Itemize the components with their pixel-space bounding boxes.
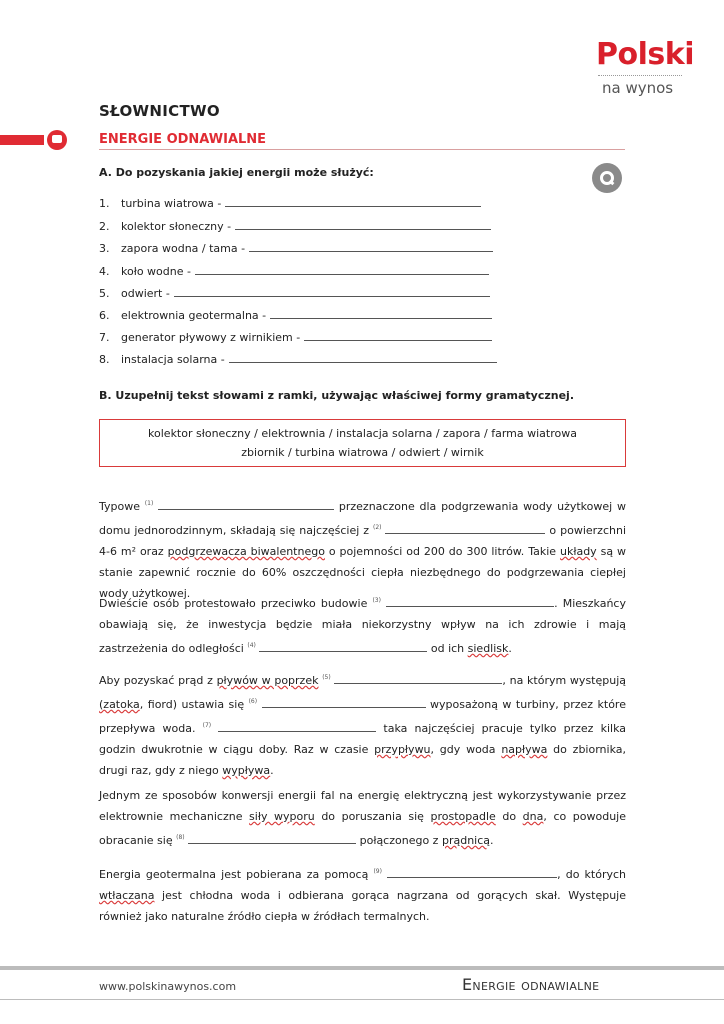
answer-line[interactable] xyxy=(229,362,497,363)
list-item: 2. kolektor słoneczny - xyxy=(99,217,491,233)
gap-3[interactable] xyxy=(386,596,554,607)
logo xyxy=(596,37,694,100)
list-item: 6. elektrownia geotermalna - xyxy=(99,306,492,322)
topic-bar xyxy=(0,130,625,150)
list-item: 7. generator pływowy z wirnikiem - xyxy=(99,328,492,344)
word-box xyxy=(99,419,626,467)
answer-line[interactable] xyxy=(235,229,491,230)
section-title: SŁOWNICTWO xyxy=(99,102,220,120)
paragraph-3: Aby pozyskać prąd z pływów w poprzek $^{(5)}$ , na którym występują (zatoka, fiord) ustawia się $^{(6)}$ wyposażoną w turbiny, przez które przepływa woda. $^{(7)}$ taka najczęściej pracuje tylko przez kilka godzin dwukrotnie w ciągu doby. Raz w czasie przypływu, gdy woda napływa do zbiornika, drugi raz, gdy z niego wypływa. xyxy=(99,674,627,777)
gap-9[interactable] xyxy=(387,867,557,878)
footer-bar xyxy=(0,966,724,970)
list-item: 8. instalacja solarna - xyxy=(99,350,497,366)
search-icon xyxy=(592,163,622,193)
gap-2[interactable] xyxy=(385,523,545,534)
gap-7[interactable] xyxy=(218,721,376,732)
gap-6[interactable] xyxy=(262,697,426,708)
topic-label: ENERGIE ODNAWIALNE xyxy=(99,132,267,147)
answer-line[interactable] xyxy=(225,206,481,207)
answer-line[interactable] xyxy=(195,274,489,275)
answer-line[interactable] xyxy=(249,251,493,252)
word-box-line-1: kolektor słoneczny / elektrownia / instalacja solarna / zapora / farma wiatrowa xyxy=(148,427,577,440)
paragraph-4: Jednym ze sposobów konwersji energii fal na energię elektryczną jest wykorzystywanie przez elektrownie mechaniczne siły wyporu do poruszania się prostopadle do dna, co powoduje obracanie się $^{(8)}$ połączonego z prądnicą. xyxy=(99,789,626,847)
logo-divider xyxy=(598,75,682,76)
list-item: 1. turbina wiatrowa - xyxy=(99,194,481,210)
answer-line[interactable] xyxy=(174,296,490,297)
footer-bottom-rule xyxy=(0,999,724,1000)
footer-title: Energie odnawialne xyxy=(462,975,600,994)
gap-4[interactable] xyxy=(259,641,427,652)
gap-5[interactable] xyxy=(334,673,502,684)
topic-strip xyxy=(0,135,44,145)
paragraph-2: Dwieście osób protestowało przeciwko budowie $^{(3)}$ . Mieszkańcy obawiają się, że inwestycja będzie miała niekorzystny wpływ na ich zdrowie i mają zastrzeżenia do odległości $^{(4)}$ od ich siedlisk. xyxy=(99,597,626,655)
footer xyxy=(0,966,724,1000)
speech-bubble-icon xyxy=(52,135,62,143)
logo-subtitle: na wynos xyxy=(602,79,674,97)
part-b-heading: B. Uzupełnij tekst słowami z ramki, używając właściwej formy gramatycznej. xyxy=(99,389,575,402)
gap-1[interactable] xyxy=(158,499,334,510)
list-item: 3. zapora wodna / tama - xyxy=(99,239,493,255)
footer-url[interactable]: www.polskinawynos.com xyxy=(99,980,237,993)
logo-brand: Polski xyxy=(596,37,694,72)
part-a-heading: A. Do pozyskania jakiej energii może służyć: xyxy=(99,166,374,179)
list-item: 4. koło wodne - xyxy=(99,262,489,278)
list-item: 5. odwiert - xyxy=(99,284,490,300)
gap-8[interactable] xyxy=(188,833,356,844)
answer-line[interactable] xyxy=(304,340,492,341)
word-box-line-2: zbiornik / turbina wiatrowa / odwiert / wirnik xyxy=(241,446,484,459)
paragraph-1: Typowe $^{(1)}$ przeznaczone dla podgrzewania wody użytkowej w domu jednorodzinnym, składają się najczęściej z $^{(2)}$ o powierzchni 4-6 m² oraz podgrzewacza biwalentnego o pojemności od 200 do 300 litrów. Takie układy są w stanie zapewnić rocznie do 60% oszczędności ciepła niezbędnego do podgrzewania ciepłej wody użytkowej. xyxy=(99,500,627,600)
topic-icon xyxy=(47,130,67,150)
paragraph-5: Energia geotermalna jest pobierana za pomocą $^{(9)}$ , do których wtłaczana jest chłodna woda i odbierana gorąca nagrzana od gorących skał. Występuje również jako naturalne źródło ciepła w źródłach termalnych. xyxy=(99,868,627,923)
answer-line[interactable] xyxy=(270,318,492,319)
topic-rule xyxy=(99,149,625,150)
